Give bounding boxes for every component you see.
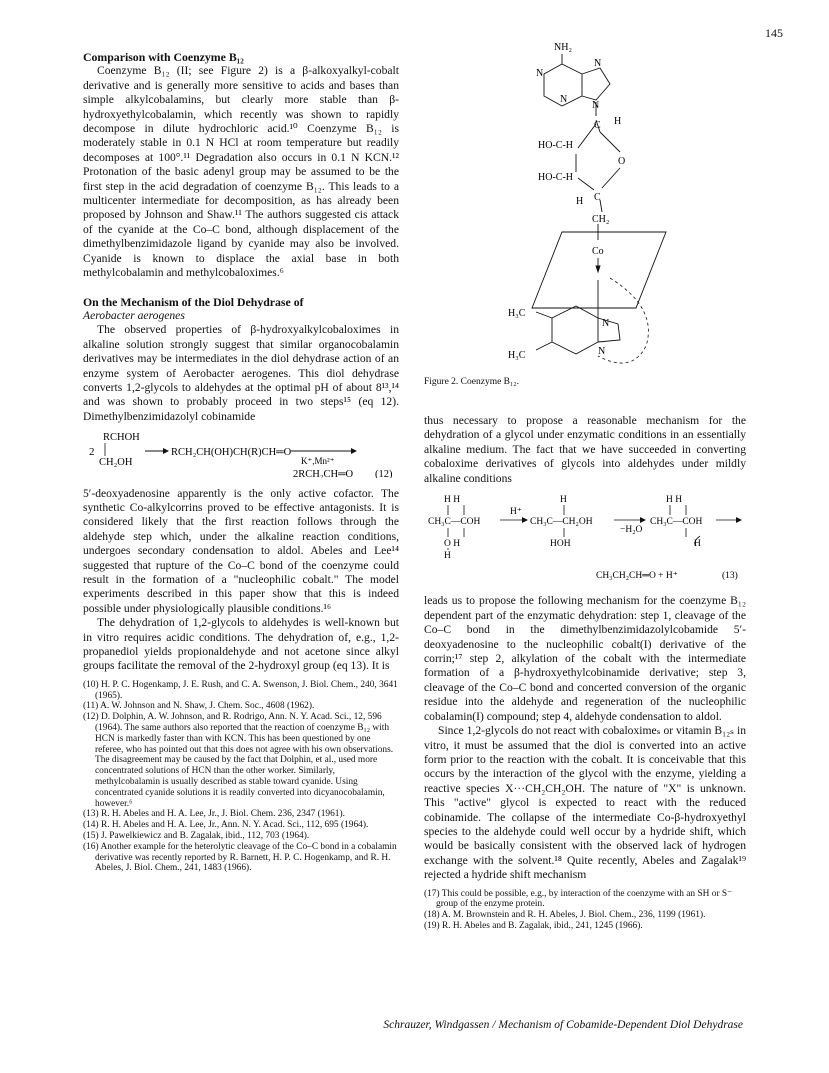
- page-number: 145: [765, 26, 783, 40]
- paragraph: The observed properties of β-hydroxyalkylcobaloximes in alkaline solution strongly suggest that similar organocobalamin derivatives may be intermediates in the diol dehydrase action of an enzyme system of Aerobacter aerogenes. This diol dehydrase converts 1,2-glycols to aldehydes at the optimal pH of about 8¹³,¹⁴ and was shown to probably proceed in two steps¹⁵ (eq 12). Dimethylbenzimidazolyl cobinamide: [83, 323, 399, 423]
- footnotes-left: [83, 680, 399, 874]
- eq12-intermediate: RCH₂CH(OH)CH(R)CH═O: [171, 447, 292, 459]
- eq13-c-bottom: H: [694, 539, 701, 550]
- eq12-reactant-top: RCHOH: [103, 432, 140, 444]
- footnote: (13) R. H. Abeles and H. A. Lee, Jr., J. Biol. Chem. 236, 2347 (1961).: [83, 809, 345, 820]
- label-n: N: [536, 68, 544, 79]
- footnote: (18) A. M. Brownstein and R. H. Abeles, J. Biol. Chem., 236, 1199 (1961).: [424, 910, 706, 921]
- label-ch2: CH₂: [592, 214, 610, 225]
- label-n: N: [602, 318, 610, 329]
- eq13-a-bottom: O H: [444, 539, 461, 550]
- eq13-product: CH₃CH₂CH═O + H⁺: [596, 571, 678, 582]
- label-h3c: H₃C: [508, 308, 526, 319]
- paragraph: The dehydration of 1,2-glycols to aldehydes is well-known but in vitro requires acidic conditions. The dehydration of, e.g., 1,2-propanediol yields propionaldehyde and not acetone since alkyl groups facilitate the removal of the 2-hydroxyl group (eq 13). It is: [83, 616, 399, 673]
- section-heading-comparison: Comparison with Coenzyme B₁₂: [83, 50, 244, 64]
- eq13-b-bottom: HOH: [550, 539, 571, 550]
- label-h3c: H₃C: [508, 350, 526, 361]
- label-nh2: NH₂: [554, 42, 572, 53]
- footnote: (10) H. P. C. Hogenkamp, J. E. Rush, and C. A. Swenson, J. Biol. Chem., 240, 3641 (1965).: [83, 679, 398, 701]
- footnote: (19) R. H. Abeles and B. Zagalak, ibid., 241, 1245 (1966).: [424, 920, 643, 931]
- paragraph: leads us to propose the following mechanism for the coenzyme B₁₂ dependent part of the enzymatic dehydration: step 1, cleavage of the Co–C bond in the dimethylbenzimidazolylcobamide 5′-deoxyadenosine to the nucleophilic cobalt(I) derivative of the corrin;¹⁷ step 2, alkylation of the cobalt with the intermediate formation of a β-hydroxyethylcobinamide derivative; step 3, cleavage of the Co–C bond and concerted conversion of the organic residue into the aldehyde and regeneration of the nucleophilic cobalamin(I) compound; step 4, aldehyde condensation to aldol.: [424, 594, 746, 723]
- eq13-label: (13): [722, 571, 738, 582]
- paragraph: 5′-deoxyadenosine apparently is the only active cofactor. The synthetic Co-alkylcorrins proved to be effective antagonists. It is considered likely that the first reaction follows through the aldehyde step which, under the alkaline reaction conditions, undergoes secondary condensation to aldol. Abeles and Lee¹⁴ suggested that rupture of the Co–C bond of the coenzyme could result in the formation of a "nucleophilic cobalt." The model experiments described in this paper show that this is indeed possible under physiologically plausible conditions.¹⁶: [83, 486, 399, 615]
- equation-12: [83, 428, 399, 478]
- label-hoch: HO-C-H: [538, 140, 573, 151]
- label-o: O: [618, 156, 626, 167]
- section-heading-mechanism: On the Mechanism of the Diol Dehydrase of: [83, 294, 304, 309]
- footnote: (14) R. H. Abeles and H. A. Lee, Jr., Ann. N. Y. Acad. Sci., 112, 695 (1964).: [83, 820, 369, 831]
- label-c: C: [594, 192, 601, 203]
- label-co: Co: [592, 246, 604, 257]
- left-column: [83, 50, 399, 874]
- figure-coenzyme-b12: [470, 40, 690, 376]
- paragraph: thus necessary to propose a reasonable mechanism for the dehydration of a glycol under enzymatic conditions in an essentially alkaline medium. The fact that we have succeeded in converting cobaloxime derivatives of glycols into aldehydes under mildly alkaline conditions: [424, 414, 746, 485]
- footnotes-right: [424, 889, 746, 932]
- eq12-reactant-bottom: CH₂OH: [99, 457, 133, 469]
- label-n: N: [592, 100, 600, 111]
- eq13-c: CH₃C—COH: [650, 517, 703, 528]
- eq13-minus-h2o: −H₂O: [620, 525, 643, 536]
- paragraph: Coenzyme B₁₂ (II; see Figure 2) is a β-alkoxyalkyl-cobalt derivative and is generally more sensitive to acids and bases than simple alkylcobalamins, but clearly more stable than β-hydroxyethylcobalamin, which recently was shown to rapidly decompose in dilute hydrochloric acid.¹⁰ Coenzyme B₁₂ is moderately stable in 0.1 N HCl at room temperature but readily decomposes at 100°.¹¹ Degradation also occurs in 0.1 N KCN.¹² Protonation of the basic adenyl group may be assumed to be the first step in the acid degradation of coenzyme B₁₂. This leads to a multicenter intermediate for decomposition, as has already been proposed by Johnson and Shaw.¹¹ The authors suggested cis attack of the cyanide at the Co–C bond, although displacement of the dimethylbenzimidazole ligand by cyanide may also be involved. Cyanide is known to displace the axial base in both methylcobalamin and methylcobaloximes.⁶: [83, 64, 399, 280]
- figure-caption: Figure 2. Coenzyme B₁₂.: [424, 377, 520, 387]
- right-column: [424, 414, 746, 932]
- equation-13: [424, 490, 746, 586]
- label-n: N: [560, 94, 568, 105]
- eq13-a-top: H H: [444, 495, 461, 506]
- eq13-b: CH₃C—CH₂OH: [530, 517, 593, 528]
- eq13-a: CH₃C—COH: [428, 517, 481, 528]
- label-n: N: [594, 58, 602, 69]
- running-footer: Schrauzer, Windgassen / Mechanism of Cobamide-Dependent Diol Dehydrase: [383, 1019, 743, 1031]
- eq13-a-h: H: [444, 551, 451, 562]
- footnote: (12) D. Dolphin, A. W. Johnson, and R. Rodrigo, Ann. N. Y. Acad. Sci., 12, 596 (1964). The same authors also reported that the reaction of coenzyme B₁₂ with HCN is markedly faster than with KCN. This has been questioned by one referee, who has pointed out that this does not agree with his own observations. The disagreement may be caused by the fact that Dolphin, et al., used more concentrated solutions of HCN than the other worker. Similarly, methylcobalamin is usually described as stable toward cyanide. Using concentrated cyanide solutions it is readily converted into dicyanocobalamin, however.⁶: [83, 712, 394, 809]
- label-h: H: [576, 196, 584, 207]
- eq12-product: 2RCH₂CH═O: [293, 469, 354, 479]
- label-c: C: [594, 120, 601, 131]
- eq12-label: (12): [375, 469, 393, 479]
- section-subheading: Aerobacter aerogenes: [83, 308, 185, 322]
- paragraph: Since 1,2-glycols do not react with cobaloximeₛ or vitamin B₁₂ₛ in vitro, it must be assumed that the diol is converted into an active form prior to the reaction with the cobalt. It is conceivable that this occurs by the interaction of the glycol with the enzyme, yielding a reactive species X···CH₂CH₂OH. The nature of "X" is unknown. This "active" glycol is expected to react with the reduced cobinamide. The collapse of the intermediate Co-β-hydroxyethyl species to the aldehyde could well occur by a hydride shift, which would be basically consistent with the observed lack of hydrogen exchange with the solvent.¹⁸ Quite recently, Abeles and Zagalak¹⁹ rejected a hydride shift mechanism: [424, 724, 746, 882]
- label-h: H: [614, 116, 622, 127]
- eq13-hplus: H⁺: [510, 507, 522, 518]
- label-hoch: HO-C-H: [538, 172, 573, 183]
- label-n: N: [598, 346, 606, 357]
- eq12-condition: K⁺,Mn²⁺: [301, 456, 335, 467]
- footnote: (15) J. Pawelkiewicz and B. Zagalak, ibid., 112, 703 (1964).: [83, 831, 310, 841]
- eq13-c-top: H H: [666, 495, 683, 506]
- footnote: (16) Another example for the heterolytic cleavage of the Co–C bond in a cobalamin derivative was recently reported by R. Barnett, H. P. C. Hogenkamp, and R. H. Abeles, J. Biol. Chem., 241, 1483 (1966).: [83, 841, 397, 874]
- eq13-b-top: H: [560, 495, 567, 506]
- eq12-coef: 2: [89, 446, 95, 459]
- footnote: (17) This could be possible, e.g., by interaction of the coenzyme with an SH or S⁻ group of the enzyme protein.: [424, 888, 733, 910]
- footnote: (11) A. W. Johnson and N. Shaw, J. Chem. Soc., 4608 (1962).: [83, 701, 315, 712]
